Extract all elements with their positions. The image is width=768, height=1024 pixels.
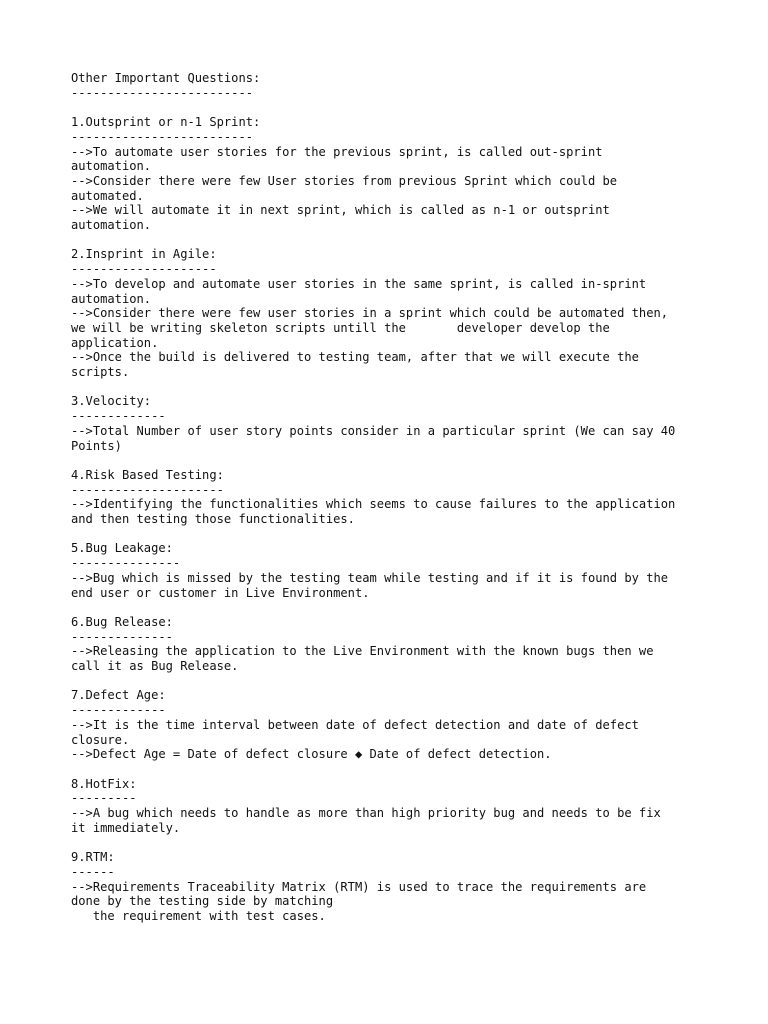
section-rule: ------------- (71, 409, 166, 424)
section-heading: 5.Bug Leakage: (71, 541, 173, 556)
section-body: -->A bug which needs to handle as more than high priority bug and needs to be fix it immediately. (71, 806, 661, 835)
spacer (71, 835, 731, 850)
section-heading: 7.Defect Age: (71, 688, 166, 703)
section-hotfix (71, 777, 731, 836)
spacer (71, 527, 731, 542)
section-body: -->Requirements Traceability Matrix (RTM) is used to trace the requirements are done by the testing side by matching the requirement with test cases. (71, 879, 647, 923)
section-heading: 2.Insprint in Agile: (71, 247, 217, 262)
spacer (71, 762, 731, 777)
spacer (71, 453, 731, 468)
section-risk-based-testing (71, 468, 731, 527)
section-bug-leakage (71, 541, 731, 600)
spacer (71, 100, 731, 115)
section-body: -->Identifying the functionalities which seems to cause failures to the application and then testing those functionalities. (71, 497, 676, 527)
section-body: -->It is the time interval between date of defect detection and date of defect closure. -->Defect Age = Date of defect closure ◆ Date of defect detection. (71, 717, 639, 762)
spacer (71, 674, 731, 689)
spacer (71, 233, 731, 248)
section-velocity (71, 394, 731, 453)
section-body: -->Total Number of user story points consider in a particular sprint (We can say 40 Points) (71, 423, 676, 453)
section-heading: 3.Velocity: (71, 394, 152, 409)
section-rtm (71, 850, 731, 924)
section-rule: -------------------- (71, 262, 217, 277)
section-rule: ------------------------- (71, 129, 254, 144)
section-rule: --------------------- (71, 482, 224, 497)
spacer (71, 600, 731, 615)
section-bug-release (71, 615, 731, 674)
section-insprint (71, 247, 731, 379)
document-page (71, 71, 731, 924)
section-body: -->Bug which is missed by the testing team while testing and if it is found by the end user or customer in Live Environment. (71, 570, 669, 600)
document-title: Other Important Questions: (71, 71, 261, 85)
section-rule: ------------- (71, 703, 166, 718)
section-rule: ------ (71, 864, 115, 879)
spacer (71, 380, 731, 395)
section-body: -->Releasing the application to the Live Environment with the known bugs then we call it as Bug Release. (71, 644, 654, 674)
section-body: -->To develop and automate user stories in the same sprint, is called in-sprint automation. -->Consider there were few user stories in a sprint which could be automated then, we will be writing skeleton scripts untill the developer develop the application. -->Once the build is delivered to testing team, after that we will execute the scripts. (71, 276, 669, 380)
section-heading: 4.Risk Based Testing: (71, 467, 224, 482)
section-heading: 6.Bug Release: (71, 614, 173, 629)
section-heading: 8.HotFix: (71, 776, 137, 791)
section-outsprint (71, 115, 731, 233)
section-heading: 9.RTM: (71, 850, 115, 865)
section-rule: -------------- (71, 629, 173, 644)
section-heading: 1.Outsprint or n-1 Sprint: (71, 115, 261, 130)
section-rule: --------------- (71, 556, 181, 571)
section-rule: --------- (71, 791, 137, 806)
section-body: -->To automate user stories for the previous sprint, is called out-sprint automation. -->Consider there were few User stories from previous Sprint which could be automated. -->We will automate it in next sprint, which is called as n-1 or outsprint automation. (71, 144, 618, 233)
section-defect-age (71, 688, 731, 762)
title-rule: ------------------------- (71, 85, 254, 100)
